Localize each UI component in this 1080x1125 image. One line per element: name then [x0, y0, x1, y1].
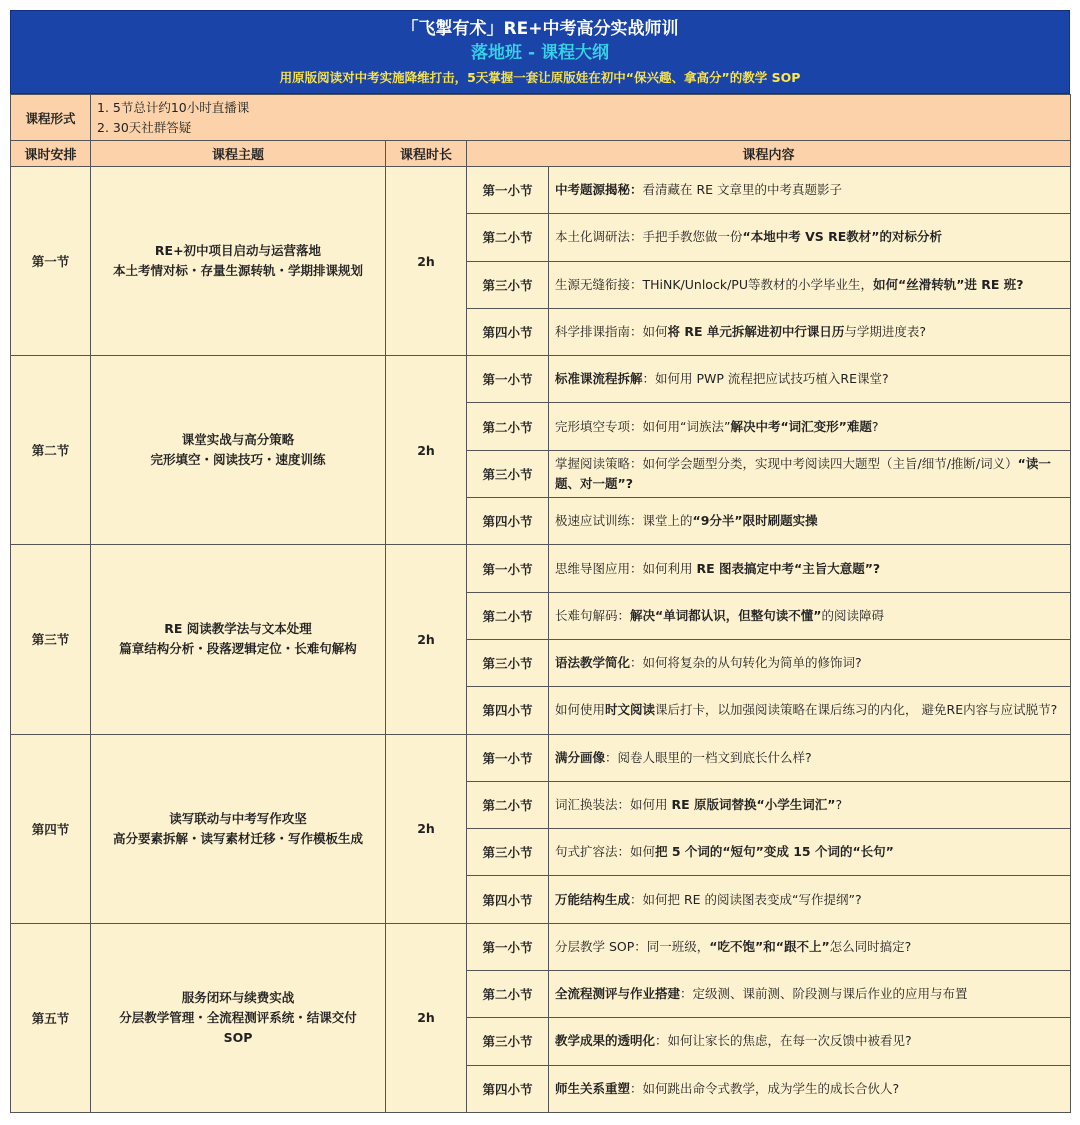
syllabus-table	[10, 94, 1071, 1113]
section-duration: 2h	[386, 356, 467, 545]
subsection-content	[549, 1018, 1071, 1065]
content-bold-text: “本地中考 VS RE教材”的对标分析	[742, 229, 942, 245]
content-bold-text: 满分画像	[555, 749, 606, 765]
subsection-content	[549, 1065, 1071, 1112]
page-title: 「飞掣有术」RE+中考高分实战师训	[401, 19, 679, 39]
table-row	[11, 734, 1071, 781]
section-name: 第五节	[11, 923, 91, 1112]
section-theme	[91, 356, 386, 545]
course-format-items	[91, 95, 1071, 141]
section-theme	[91, 167, 386, 356]
column-header-theme: 课程主题	[91, 141, 386, 167]
content-bold-text: 语法教学简化	[555, 655, 631, 671]
content-bold-text: 标准课流程拆解	[555, 371, 643, 387]
section-theme-line: RE+初中项目启动与运营落地	[154, 243, 322, 259]
subsection-content	[549, 639, 1071, 686]
subsection-content	[549, 829, 1071, 876]
subsection-label: 第一小节	[467, 734, 549, 781]
content-bold-text: 如何“丝滑转轨”进 RE 班?	[872, 276, 1024, 292]
content-text: ：如何跳出命令式教学，成为学生的成长合伙人?	[630, 1080, 900, 1096]
content-bold-text: “读一题、对一题”?	[555, 455, 1051, 491]
content-text: 课后打卡，以加强阅读策略在课后练习的内化， 避免RE内容与应试脱节?	[655, 702, 1058, 718]
course-format-item-2: 2. 30天社群答疑	[97, 119, 192, 135]
column-header-duration: 课程时长	[386, 141, 467, 167]
section-theme-line: 完形填空・阅读技巧・速度训练	[150, 452, 326, 468]
course-format-label: 课程形式	[11, 95, 91, 141]
section-theme-line: RE 阅读教学法与文本处理	[164, 621, 312, 637]
subsection-content	[549, 403, 1071, 450]
section-theme-line: 服务闭环与续费实战	[181, 989, 295, 1005]
section-name: 第一节	[11, 167, 91, 356]
content-text: 掌握阅读策略：如何学会题型分类，实现中考阅读四大题型（主旨/细节/推断/词义）	[555, 455, 1018, 471]
table-row	[11, 356, 1071, 403]
table-row	[11, 923, 1071, 970]
table-row	[11, 545, 1071, 592]
content-text: 看清藏在 RE 文章里的中考真题影子	[642, 182, 843, 198]
content-text: 长难句解码：	[555, 607, 631, 623]
section-theme-line: 高分要素拆解・读写素材迁移・写作模板生成	[112, 830, 363, 846]
subsection-label: 第二小节	[467, 403, 549, 450]
content-bold-text: 万能结构生成	[555, 891, 631, 907]
subsection-label: 第四小节	[467, 687, 549, 734]
content-text: ：如何让家长的焦虑，在每一次反馈中被看见?	[655, 1033, 912, 1049]
content-bold-text: 解决中考“词汇变形”难题	[730, 418, 872, 434]
table-row	[11, 167, 1071, 214]
table-header-row	[11, 141, 1071, 167]
subsection-label: 第三小节	[467, 450, 549, 497]
subsection-content	[549, 167, 1071, 214]
section-duration: 2h	[386, 734, 467, 923]
section-duration: 2h	[386, 167, 467, 356]
content-text: ：如何把 RE 的阅读图表变成“写作提纲”?	[630, 891, 862, 907]
subsection-content	[549, 450, 1071, 497]
section-theme-line: 课堂实战与高分策略	[181, 432, 295, 448]
section-name: 第三节	[11, 545, 91, 734]
content-text: 本土化调研法：手把手教您做一份	[555, 229, 743, 245]
content-bold-text: 师生关系重塑	[555, 1080, 631, 1096]
content-text: 极速应试训练：课堂上的	[555, 513, 693, 529]
content-bold-text: RE 图表搞定中考“主旨大意题”?	[696, 560, 881, 576]
subsection-content	[549, 734, 1071, 781]
section-duration: 2h	[386, 545, 467, 734]
subsection-label: 第三小节	[467, 261, 549, 308]
content-text: ：如何用 PWP 流程把应试技巧植入RE课堂?	[642, 371, 889, 387]
subsection-content	[549, 687, 1071, 734]
subsection-label: 第四小节	[467, 876, 549, 923]
content-text: ：如何将复杂的从句转化为简单的修饰词?	[630, 655, 862, 671]
content-text: ：阅卷人眼里的一档文到底长什么样?	[605, 749, 812, 765]
content-bold-text: 将 RE 单元拆解进初中行课日历	[667, 324, 845, 340]
subsection-label: 第二小节	[467, 781, 549, 828]
section-name: 第二节	[11, 356, 91, 545]
subsection-content	[549, 781, 1071, 828]
content-text: 分层教学 SOP：同一班级，	[555, 938, 710, 954]
section-theme-line: 篇章结构分析・段落逻辑定位・长难句解构	[119, 641, 357, 657]
content-text: 的阅读障碍	[821, 607, 884, 623]
content-text: 词汇换装法：如何用	[555, 797, 672, 812]
subsection-label: 第三小节	[467, 639, 549, 686]
subsection-content	[549, 356, 1071, 403]
subsection-label: 第二小节	[467, 592, 549, 639]
content-bold-text: 教学成果的透明化	[555, 1033, 656, 1049]
section-theme-line: 本土考情对标・存量生源转轨・学期排课规划	[112, 263, 363, 279]
subsection-content	[549, 545, 1071, 592]
section-theme	[91, 545, 386, 734]
content-text: 科学排课指南：如何	[555, 324, 668, 340]
column-header-content: 课程内容	[467, 141, 1071, 167]
content-text: 思维导图应用：如何利用	[555, 560, 697, 576]
content-text: 生源无缝衔接：THiNK/Unlock/PU等教材的小学毕业生，	[555, 276, 873, 292]
column-header-schedule: 课时安排	[11, 141, 91, 167]
section-theme	[91, 734, 386, 923]
subsection-label: 第二小节	[467, 214, 549, 261]
course-format-item-1: 1. 5节总计约10小时直播课	[97, 99, 250, 115]
content-text: 句式扩容法：如何	[555, 844, 656, 860]
subsection-label: 第四小节	[467, 498, 549, 545]
subsection-label: 第一小节	[467, 167, 549, 214]
content-text: ?	[835, 797, 843, 812]
content-bold-text: “9分半”限时刷题实操	[692, 513, 818, 529]
subsection-content	[549, 971, 1071, 1018]
content-text: ：定级测、课前测、阶段测与课后作业的应用与布置	[680, 986, 968, 1002]
subsection-content	[549, 261, 1071, 308]
content-bold-text: RE 原版词替换“小学生词汇”	[671, 797, 836, 812]
section-theme-line: 分层教学管理・全流程测评系统・结课交付	[119, 1009, 357, 1025]
page-subtitle: 落地班 - 课程大纲	[471, 43, 609, 63]
header-banner	[10, 10, 1070, 94]
subsection-label: 第四小节	[467, 308, 549, 355]
content-bold-text: 时文阅读	[605, 702, 656, 718]
subsection-content	[549, 592, 1071, 639]
subsection-label: 第四小节	[467, 1065, 549, 1112]
course-format-row	[11, 95, 1071, 141]
content-text: 怎么同时搞定?	[829, 938, 912, 954]
section-theme-line: SOP	[223, 1029, 253, 1045]
content-text: 如何使用	[555, 702, 606, 718]
subsection-label: 第三小节	[467, 1018, 549, 1065]
content-bold-text: 中考题源揭秘：	[555, 182, 643, 198]
section-name: 第四节	[11, 734, 91, 923]
subsection-label: 第一小节	[467, 545, 549, 592]
subsection-label: 第二小节	[467, 971, 549, 1018]
content-bold-text: 解决“单词都认识，但整句读不懂”	[630, 607, 822, 623]
subsection-content	[549, 308, 1071, 355]
subsection-content	[549, 876, 1071, 923]
content-bold-text: “吃不饱”和“跟不上”	[709, 938, 830, 954]
subsection-label: 第三小节	[467, 829, 549, 876]
content-text: ?	[871, 418, 879, 434]
content-text: 与学期进度表?	[844, 324, 927, 340]
section-duration: 2h	[386, 923, 467, 1112]
section-theme	[91, 923, 386, 1112]
content-text: 完形填空专项：如何用“词族法”	[555, 418, 731, 434]
subsection-label: 第一小节	[467, 356, 549, 403]
syllabus-document	[10, 10, 1070, 1113]
content-bold-text: 把 5 个词的“短句”变成 15 个词的“长句”	[655, 844, 894, 860]
page-tagline: 用原版阅读对中考实施降维打击，5天掌握一套让原版娃在初中“保兴趣、拿高分”的教学 SOP	[279, 70, 801, 85]
subsection-content	[549, 498, 1071, 545]
subsection-content	[549, 214, 1071, 261]
subsection-content	[549, 923, 1071, 970]
content-bold-text: 全流程测评与作业搭建	[555, 986, 681, 1002]
section-theme-line: 读写联动与中考写作攻坚	[169, 810, 307, 826]
subsection-label: 第一小节	[467, 923, 549, 970]
